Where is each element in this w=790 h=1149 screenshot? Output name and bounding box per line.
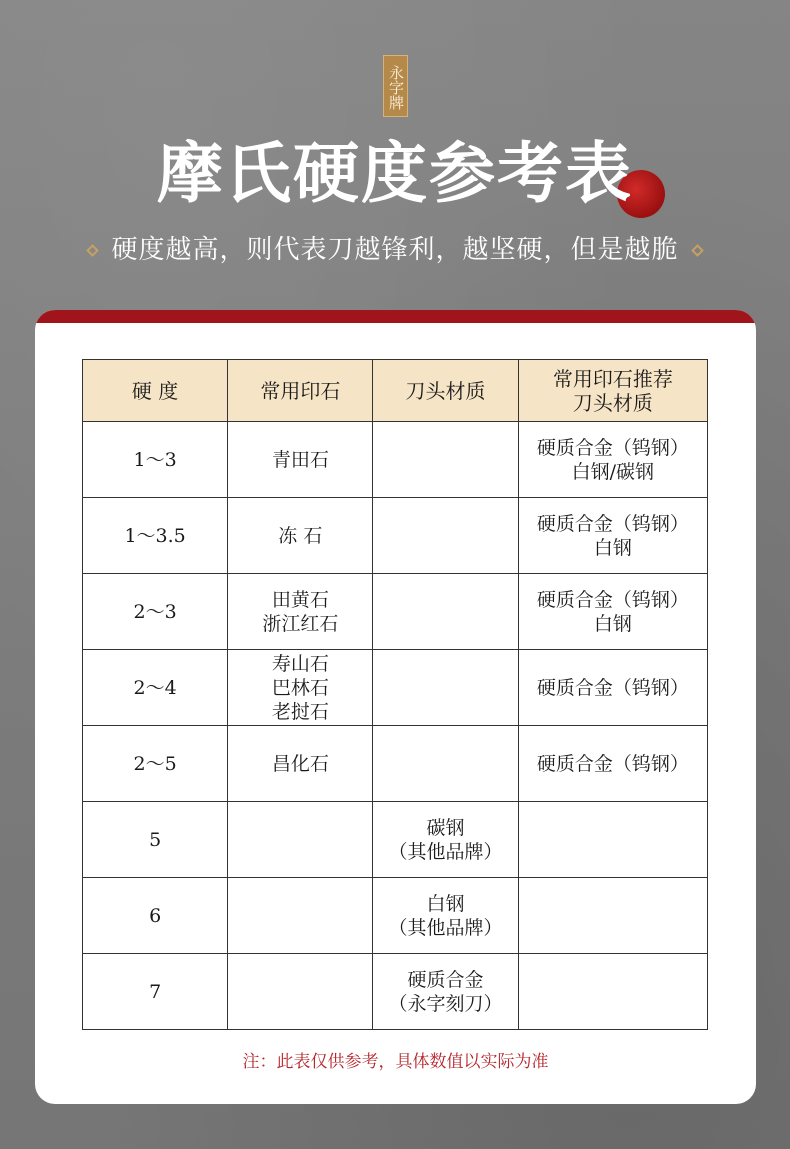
table-header-row [83,360,708,422]
cell-hardness: 1～3.5 [83,498,228,574]
table-row [83,802,708,878]
cell-hardness: 2～4 [83,650,228,726]
cell-stone: 寿山石 巴林石 老挝石 [228,650,373,726]
diamond-left-icon [87,244,100,257]
cell-recommended: 硬质合金（钨钢） 白钢 [518,498,707,574]
card-top-bar [35,310,756,323]
cell-hardness: 1～3 [83,422,228,498]
cell-recommended [518,954,707,1030]
table-row [83,574,708,650]
cell-recommended: 硬质合金（钨钢） [518,650,707,726]
cell-recommended: 硬质合金（钨钢） [518,726,707,802]
cell-blade [373,574,518,650]
header-hardness: 硬 度 [83,360,228,422]
cell-blade [373,650,518,726]
cell-blade [373,726,518,802]
page-title: 摩氏硬度参考表 [157,134,633,212]
diamond-right-icon [691,244,704,257]
cell-stone: 冻 石 [228,498,373,574]
footnote: 注：此表仅供参考，具体数值以实际为准 [242,1052,549,1072]
cell-recommended [518,878,707,954]
cell-hardness: 2～5 [83,726,228,802]
subtitle: 硬度越高，则代表刀越锋利，越坚硬，但是越脆 [111,235,679,265]
table-row [83,726,708,802]
cell-blade [373,498,518,574]
table-row [83,954,708,1030]
table-row [83,650,708,726]
table-row [83,878,708,954]
cell-stone: 昌化石 [228,726,373,802]
hardness-table [82,359,708,1030]
table-row [83,422,708,498]
cell-blade: 碳钢 （其他品牌） [373,802,518,878]
cell-hardness: 6 [83,878,228,954]
cell-blade: 硬质合金 （永字刻刀） [373,954,518,1030]
cell-stone [228,954,373,1030]
cell-hardness: 2～3 [83,574,228,650]
header-stone: 常用印石 [228,360,373,422]
cell-stone: 田黄石 浙江红石 [228,574,373,650]
table-card [35,310,756,1104]
cell-recommended [518,802,707,878]
subtitle-row [0,228,790,272]
header-blade: 刀头材质 [373,360,518,422]
brand-seal: 永字牌 [383,55,408,117]
cell-stone [228,878,373,954]
cell-hardness: 7 [83,954,228,1030]
cell-recommended: 硬质合金（钨钢） 白钢 [518,574,707,650]
cell-blade: 白钢 （其他品牌） [373,878,518,954]
cell-stone: 青田石 [228,422,373,498]
cell-recommended: 硬质合金（钨钢） 白钢/碳钢 [518,422,707,498]
header-recommended: 常用印石推荐 刀头材质 [518,360,707,422]
cell-stone [228,802,373,878]
cell-hardness: 5 [83,802,228,878]
table-row [83,498,708,574]
cell-blade [373,422,518,498]
